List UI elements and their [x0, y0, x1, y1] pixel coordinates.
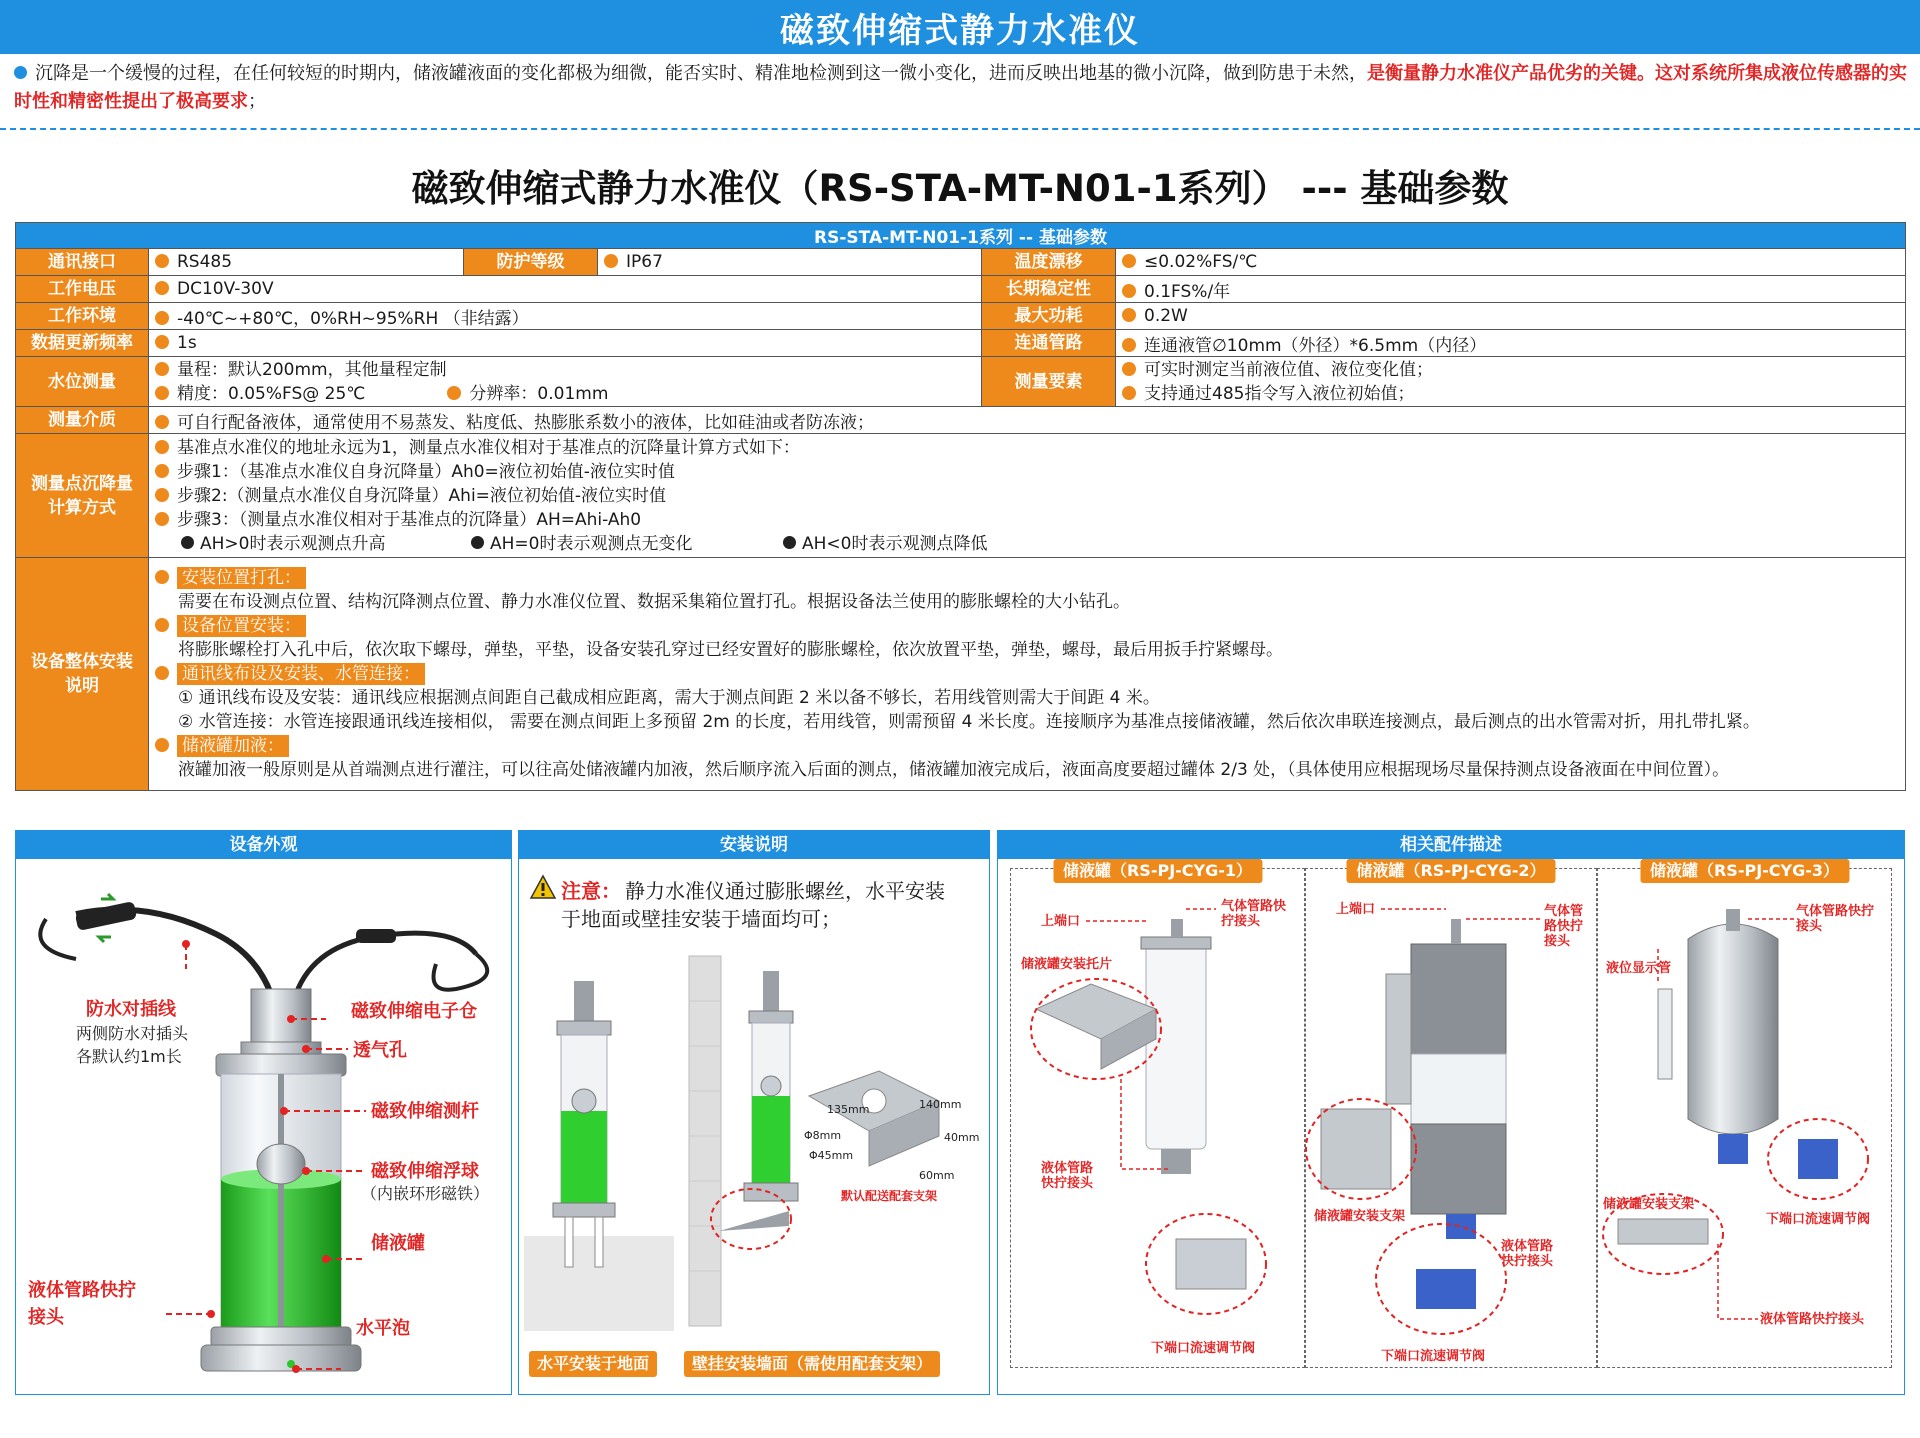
orange-dot-icon: [1122, 338, 1136, 352]
orange-dot-icon: [155, 386, 169, 400]
label-comm: 通讯接口: [16, 249, 149, 276]
device-illustration: [16, 859, 513, 1394]
install-illustration: [519, 931, 991, 1361]
orange-dot-icon: [447, 386, 461, 400]
label-connector: 接头: [28, 1307, 64, 1328]
install-step-text: 将膨胀螺栓打入孔中后，依次取下螺母，弹垫，平垫，设备安装孔穿过已经安置好的膨胀螺栓，依次放置平垫，弹垫，螺母，最后用扳手拧紧螺母。: [178, 640, 1283, 660]
orange-dot-icon: [155, 362, 169, 376]
calc-line: 步骤3：（测量点水准仪相对于基准点的沉降量）AH=Ahi-Ah0: [177, 509, 642, 530]
value-protection: [598, 249, 982, 276]
warning-icon: [530, 875, 556, 899]
value-power: [1116, 303, 1906, 330]
drift-text: ≤0.02%FS/℃: [1144, 252, 1258, 272]
tag-wall-install: 壁挂安装墙面（需使用配套支架）: [684, 1351, 940, 1377]
cyg1-liquid: 液体管路: [1041, 1161, 1094, 1176]
label-tank: 储液罐: [371, 1233, 425, 1254]
section-title: 磁致伸缩式静力水准仪（RS-STA-MT-N01-1系列） --- 基础参数: [411, 167, 1509, 210]
dimension-label: 135mm: [827, 1103, 870, 1116]
dashed-divider: [0, 128, 1920, 130]
orange-dot-icon: [155, 440, 169, 454]
label-bubble: 水平泡: [356, 1318, 410, 1339]
calc-line: 基准点水准仪的地址永远为1，测量点水准仪相对于基准点的沉降量计算方式如下：: [177, 437, 800, 458]
install-step-text: 液罐加液一般原则是从首端测点进行灌注，可以往高处储液罐内加液，然后顺序流入后面的测点，储液罐加液完成后，液面高度要超过罐体 2/3 处，（具体使用应根据现场尽量保持测点设备液面在中间位置）。: [178, 760, 1730, 780]
install-step-title: 储液罐加液：: [177, 735, 289, 757]
cyg3-illustration: [1598, 869, 1893, 1369]
cyg3-gas: 气体管路快拧: [1796, 904, 1875, 919]
label-connector: 液体管路快拧: [28, 1280, 136, 1301]
intro-text: 沉降是一个缓慢的过程，在任何较短的时期内，储液罐液面的变化都极为细微，能否实时、精准地检测到这一微小变化，进而反映出地基的微小沉降，做到防患于未然，: [35, 63, 1367, 84]
cyg1-tray: 储液罐安装托片: [1021, 957, 1113, 972]
stability-text: 0.1FS%/年: [1144, 281, 1231, 302]
cyg3-liquid: 液体管路快拧接头: [1760, 1312, 1865, 1327]
install-step-text: 需要在布设测点位置、结构沉降测点位置、静力水准仪位置、数据采集箱位置打孔。根据设备法兰使用的膨胀螺栓的大小钻孔。: [178, 592, 1130, 612]
cyg1-title: 储液罐（RS-PJ-CYG-1）: [1053, 859, 1262, 883]
label-chamber: 磁致伸缩电子仓: [351, 1001, 477, 1022]
panel-appearance: [15, 830, 512, 1395]
req1-text: 可实时测定当前液位值、液位变化值；: [1144, 359, 1433, 380]
orange-dot-icon: [155, 618, 169, 632]
calc-result: AH=0时表示观测点无变化: [490, 533, 693, 554]
label-float-note: （内嵌环形磁铁）: [361, 1184, 490, 1203]
value-level: [149, 357, 982, 407]
cyg3-title: 储液罐（RS-PJ-CYG-3）: [1640, 859, 1849, 883]
label-medium: 测量介质: [16, 407, 149, 434]
install-step-title: 设备位置安装：: [177, 615, 306, 637]
label-drift: 温度漂移: [982, 249, 1116, 276]
intro-paragraph: [14, 60, 1909, 116]
panel-install: [518, 830, 990, 1395]
orange-dot-icon: [1122, 308, 1136, 322]
protection-text: IP67: [626, 252, 663, 272]
orange-dot-icon: [155, 488, 169, 502]
cyg1-gas: 拧接头: [1221, 914, 1261, 929]
label-voltage: 工作电压: [16, 276, 149, 303]
label-cable: 防水对插线: [86, 999, 176, 1020]
cyg2-liquid: 液体管路: [1501, 1239, 1554, 1254]
label-rod: 磁致伸缩测杆: [371, 1101, 479, 1122]
value-voltage: [149, 276, 982, 303]
install-note: 于地面或壁挂安装于墙面均可；: [561, 907, 841, 931]
orange-dot-icon: [604, 254, 618, 268]
orange-dot-icon: [1122, 254, 1136, 268]
panel-appearance-title: 设备外观: [16, 831, 511, 859]
panel-accessories-title: 相关配件描述: [998, 831, 1904, 859]
cyg3-valve: 下端口流速调节阀: [1766, 1212, 1871, 1227]
bullet-icon: [14, 66, 27, 79]
value-stability: [1116, 276, 1906, 303]
comm-text: RS485: [177, 252, 233, 272]
calc-result: AH<0时表示观测点降低: [802, 533, 988, 554]
orange-dot-icon: [1122, 386, 1136, 400]
tag-floor-install: 水平安装于地面: [529, 1351, 657, 1377]
label-cable-note: 各默认约1m长: [76, 1047, 182, 1066]
black-dot-icon: [783, 536, 796, 549]
label-stability: 长期稳定性: [982, 276, 1116, 303]
parameter-table: [15, 222, 1906, 791]
calc-line: 步骤1：（基准点水准仪自身沉降量）Ah0=液位初始值-液位实时值: [177, 461, 675, 482]
cyg2-gas: 接头: [1544, 934, 1571, 949]
req2-text: 支持通过485指令写入液位初始值；: [1144, 383, 1415, 404]
table-caption: RS-STA-MT-N01-1系列 -- 基础参数: [16, 223, 1906, 249]
install-step-text: ② 水管连接：水管连接跟通讯线连接相似， 需要在测点间距上多预留 2m 的长度，若用线管，则需预留 4 米长度。连接顺序为基准点接储液罐，然后依次串联连接测点，最后测点的出水管需对折，用扎带扎紧。: [178, 712, 1760, 732]
accuracy-text: 精度：0.05%FS@ 25℃: [177, 383, 366, 404]
intro-highlight: 是衡量静力水准仪产品优劣的关键。这对系统所集成液位传感器的实时性和精密性提出了极高要求: [14, 63, 1907, 112]
pipe-text: 连通液管∅10mm（外径）*6.5mm（内径）: [1144, 335, 1487, 356]
orange-dot-icon: [155, 464, 169, 478]
accessory-cyg1: [1010, 861, 1305, 1368]
cyg1-gas: 气体管路快: [1221, 899, 1287, 914]
value-calc: [149, 434, 1906, 558]
install-note: 静力水准仪通过膨胀螺丝，水平安装: [625, 879, 945, 903]
cyg2-valve: 下端口流速调节阀: [1381, 1349, 1486, 1364]
dimension-label: Φ8mm: [804, 1129, 842, 1142]
medium-text: 可自行配备液体，通常使用不易蒸发、粘度低、热膨胀系数小的液体，比如硅油或者防冻液；: [177, 412, 874, 433]
orange-dot-icon: [1122, 284, 1136, 298]
accessory-cyg2: [1305, 861, 1597, 1368]
cyg3-display: 液位显示管: [1606, 961, 1672, 976]
cyg2-title: 储液罐（RS-PJ-CYG-2）: [1346, 859, 1555, 883]
label-install: 设备整体安装说明: [16, 558, 149, 791]
value-drift: [1116, 249, 1906, 276]
cyg2-liquid: 快拧接头: [1501, 1254, 1554, 1269]
label-level: 水位测量: [16, 357, 149, 407]
orange-dot-icon: [155, 512, 169, 526]
range-text: 量程：默认200mm，其他量程定制: [177, 359, 447, 380]
orange-dot-icon: [155, 254, 169, 268]
install-note-label: 注意：: [561, 879, 621, 903]
cyg1-valve: 下端口流速调节阀: [1151, 1341, 1256, 1356]
cyg2-gas: 路快拧: [1544, 919, 1584, 934]
black-dot-icon: [471, 536, 484, 549]
orange-dot-icon: [155, 311, 169, 325]
orange-dot-icon: [155, 570, 169, 584]
dimension-label: Φ45mm: [809, 1149, 854, 1162]
page-banner: 磁致伸缩式静力水准仪: [0, 0, 1920, 54]
calc-line: 步骤2:（测量点水准仪自身沉降量）Ahi=液位初始值-液位实时值: [177, 485, 667, 506]
resolution-text: 分辨率：0.01mm: [469, 383, 609, 404]
cyg1-top: 上端口: [1041, 914, 1081, 929]
install-step-title: 安装位置打孔：: [177, 567, 306, 589]
label-frequency: 数据更新频率: [16, 330, 149, 357]
dimension-label: 140mm: [919, 1098, 962, 1111]
value-requirements: [1116, 357, 1906, 407]
voltage-text: DC10V-30V: [177, 279, 274, 299]
label-float: 磁致伸缩浮球: [371, 1161, 479, 1182]
cyg1-illustration: [1011, 869, 1306, 1369]
value-environment: [149, 303, 982, 330]
cyg2-top: 上端口: [1336, 902, 1376, 917]
orange-dot-icon: [155, 335, 169, 349]
black-dot-icon: [181, 536, 194, 549]
cyg3-bracket: 储液罐安装支架: [1603, 1197, 1695, 1212]
accessory-cyg3: [1597, 861, 1892, 1368]
label-cable-note: 两侧防水对插头: [76, 1024, 189, 1043]
value-install: [149, 558, 1906, 791]
orange-dot-icon: [155, 738, 169, 752]
value-frequency: [149, 330, 982, 357]
value-comm: [149, 249, 464, 276]
label-calc: 测量点沉降量计算方式: [16, 434, 149, 558]
value-medium: [149, 407, 1906, 434]
orange-dot-icon: [155, 666, 169, 680]
cyg1-liquid: 快拧接头: [1041, 1176, 1094, 1191]
cyg3-gas: 接头: [1796, 919, 1823, 934]
cyg2-bracket: 储液罐安装支架: [1314, 1209, 1406, 1224]
panel-install-title: 安装说明: [519, 831, 989, 859]
orange-dot-icon: [1122, 362, 1136, 376]
cyg2-gas: 气体管: [1544, 904, 1584, 919]
dimension-label: 60mm: [919, 1169, 955, 1182]
label-pipe: 连通管路: [982, 330, 1116, 357]
intro-tail: ；: [248, 91, 266, 112]
bracket-note: 默认配送配套支架: [841, 1189, 938, 1203]
dimension-label: 40mm: [944, 1131, 980, 1144]
label-vent: 透气孔: [353, 1040, 407, 1061]
orange-dot-icon: [155, 281, 169, 295]
label-protection: 防护等级: [464, 249, 598, 276]
label-power: 最大功耗: [982, 303, 1116, 330]
install-step-title: 通讯线布设及安装、水管连接：: [177, 663, 425, 685]
value-pipe: [1116, 330, 1906, 357]
power-text: 0.2W: [1144, 306, 1188, 326]
install-step-text: ① 通讯线布设及安装：通讯线应根据测点间距自己截成相应距离，需大于测点间距 2 米以备不够长，若用线管则需大于间距 4 米。: [178, 688, 1160, 708]
calc-result: AH>0时表示观测点升高: [200, 533, 386, 554]
label-environment: 工作环境: [16, 303, 149, 330]
environment-text: -40℃~+80℃，0%RH~95%RH （非结露）: [177, 308, 529, 329]
frequency-text: 1s: [177, 333, 197, 353]
orange-dot-icon: [155, 415, 169, 429]
label-requirements: 测量要素: [982, 357, 1116, 407]
